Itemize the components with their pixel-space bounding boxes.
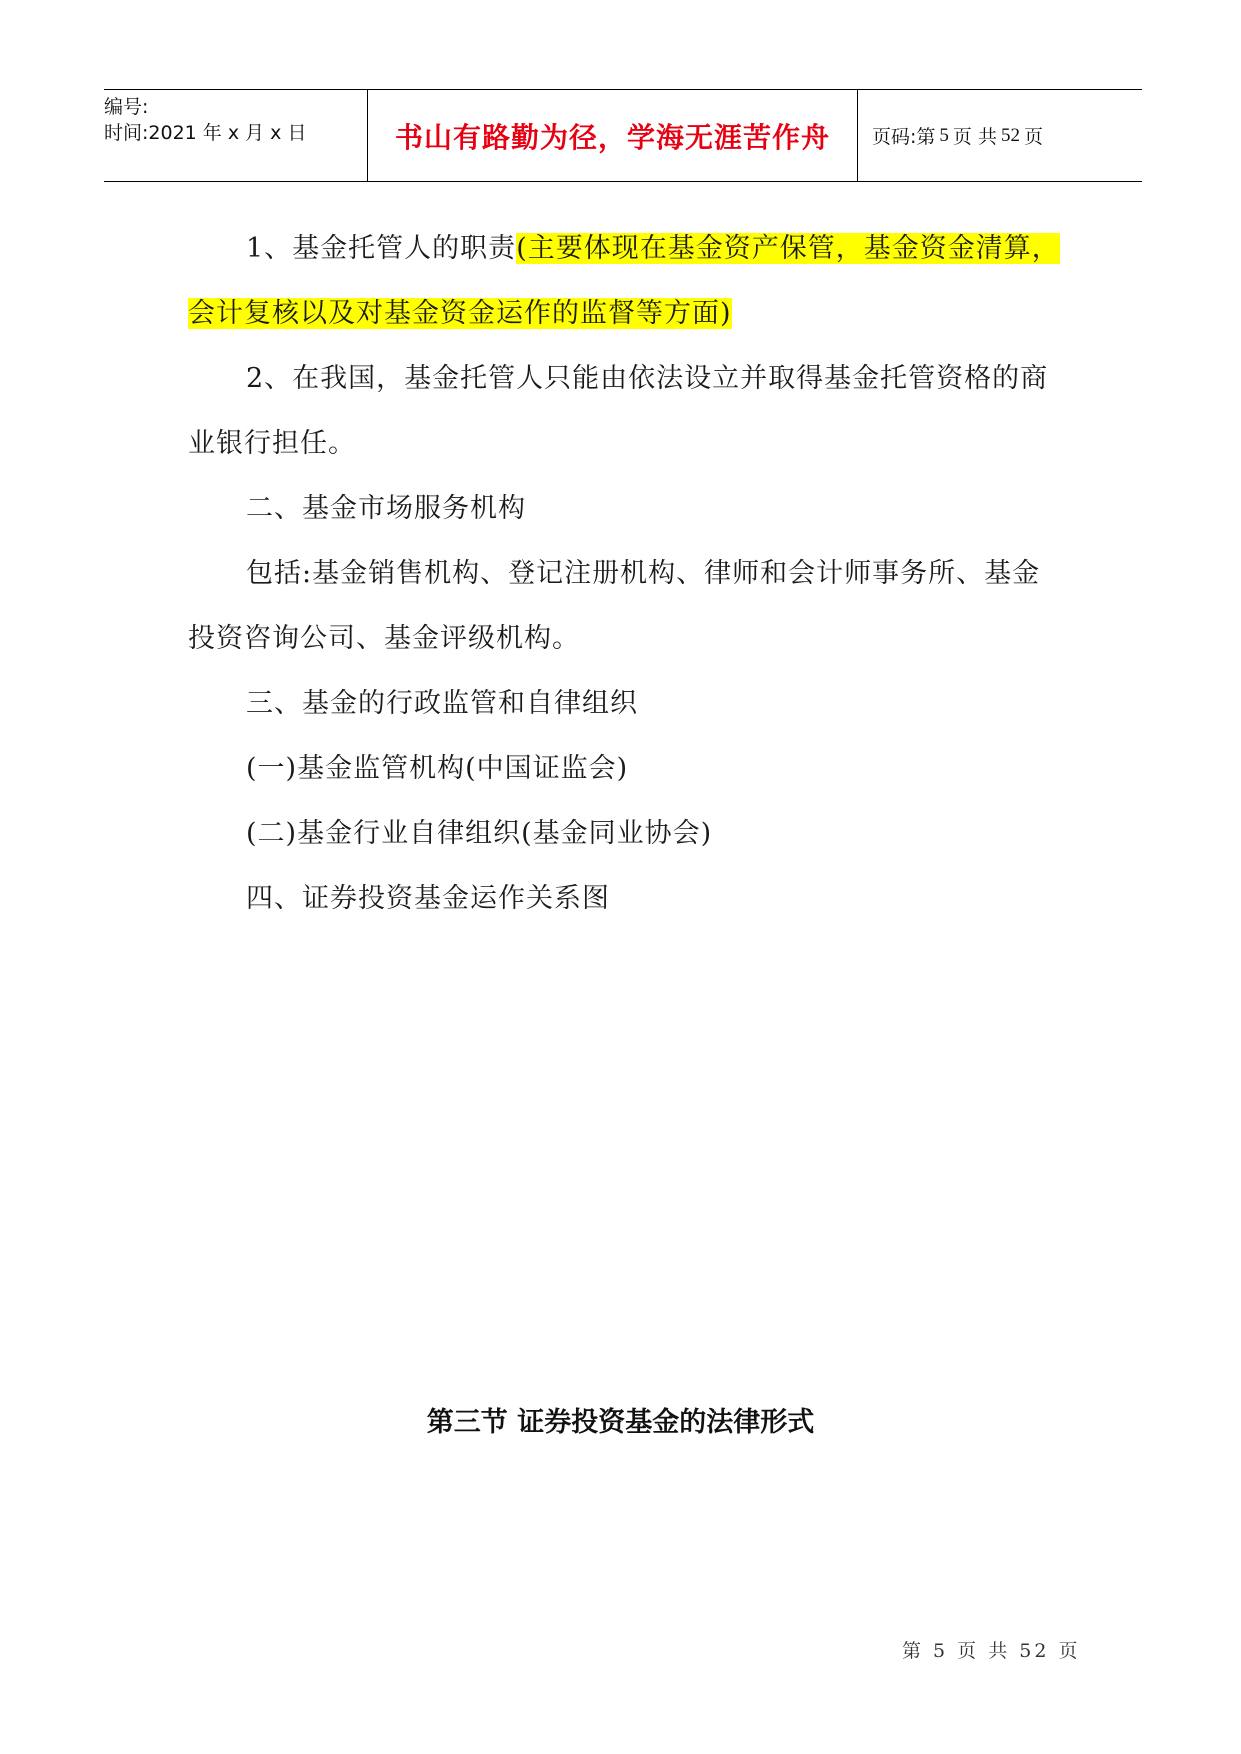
item-regulator: (一)基金监管机构(中国证监会) <box>246 753 629 784</box>
heading-regulation: 三、基金的行政监管和自律组织 <box>246 688 638 719</box>
paragraph-custodian-duties <box>188 216 1068 346</box>
header-page-info <box>858 90 1142 181</box>
page-prefix: 页码:第 <box>872 126 936 148</box>
document-body <box>188 216 1068 931</box>
document-number-label: 编号: <box>104 96 149 118</box>
page-header <box>104 89 1142 182</box>
header-meta <box>104 90 368 181</box>
page-total: 52 <box>1000 124 1020 146</box>
document-time-label: 时间:2021 年 x 月 x 日 <box>104 122 307 144</box>
highlighted-text: (主要体现在基金资产保管，基金资金清算，会计复核以及对基金资金运作的监督等方面) <box>188 233 1060 329</box>
item-self-regulatory: (二)基金行业自律组织(基金同业协会) <box>246 818 713 849</box>
paragraph-custodian-qualification: 2、在我国，基金托管人只能由依法设立并取得基金托管资格的商业银行担任。 <box>188 363 1049 459</box>
section-title: 第三节 证券投资基金的法律形式 <box>426 1407 815 1438</box>
paragraph-service-institutions: 包括:基金销售机构、登记注册机构、律师和会计师事务所、基金投资咨询公司、基金评级机构。 <box>188 558 1041 654</box>
page-current: 5 <box>939 124 949 146</box>
page-mid: 页 共 <box>952 126 997 148</box>
heading-relationship-diagram: 四、证券投资基金运作关系图 <box>246 883 610 914</box>
page-suffix: 页 <box>1023 126 1043 148</box>
paragraph-text: 1、基金托管人的职责 <box>246 233 517 264</box>
page-footer: 第 5 页 共 52 页 <box>902 1640 1081 1662</box>
heading-service-institutions: 二、基金市场服务机构 <box>246 493 526 524</box>
header-motto: 书山有路勤为径，学海无涯苦作舟 <box>368 90 858 181</box>
